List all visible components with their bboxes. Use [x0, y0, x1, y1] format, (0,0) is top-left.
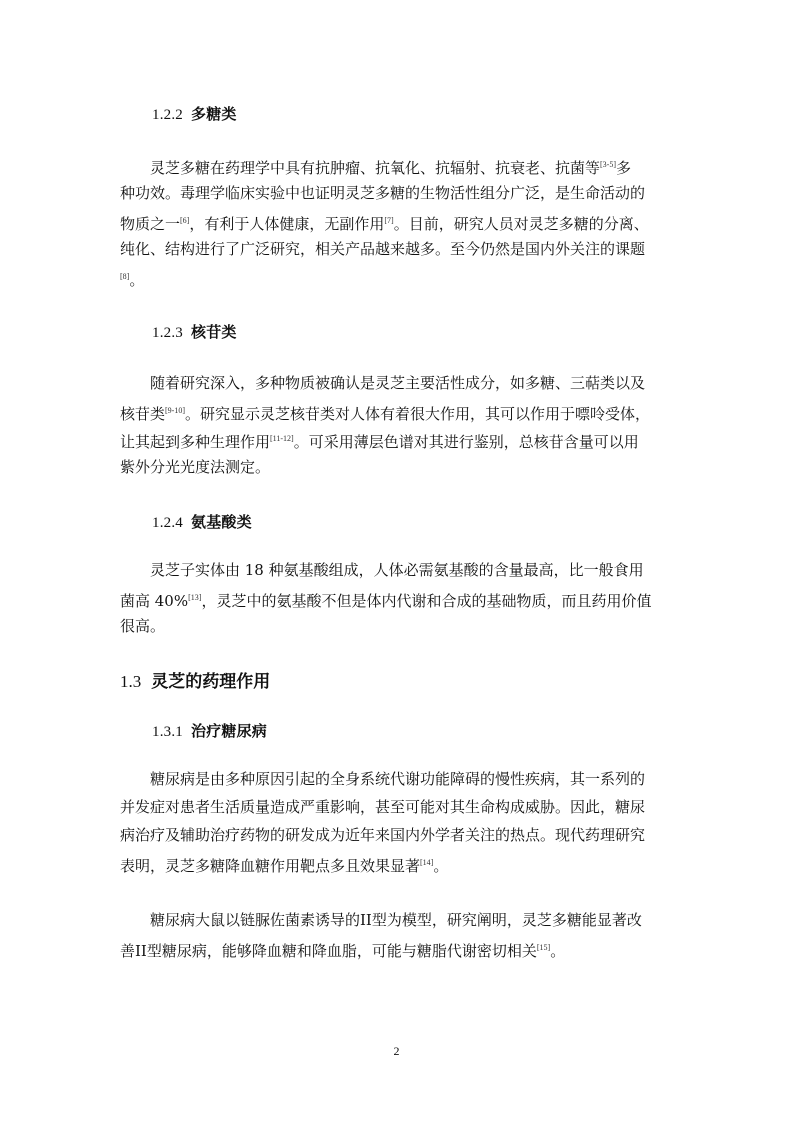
section-number: 1.2.2: [152, 107, 183, 123]
citation: [14]: [420, 858, 434, 867]
text-line: [120, 397, 675, 425]
section-heading-1-2-3: [152, 321, 237, 342]
text-line: [120, 584, 675, 612]
text-run: 。: [129, 271, 145, 289]
section-number: 1.2.3: [152, 325, 183, 341]
text-run: ，有利于人体健康，无副作用: [189, 215, 385, 233]
citation: [13]: [188, 593, 202, 602]
text-line: 灵芝子实体由 18 种氨基酸组成，人体必需氨基酸的含量最高，比一般食用: [150, 561, 644, 579]
text-line: 糖尿病大鼠以链脲佐菌素诱导的II型为模型，研究阐明，灵芝多糖能显著改: [150, 911, 642, 929]
text-run: 菌高 40%: [120, 592, 189, 610]
section-title: 多糖类: [191, 105, 237, 123]
text-run: 灵芝多糖在药理学中具有抗肿瘤、抗氧化、抗辐射、抗衰老、抗菌等: [150, 159, 601, 177]
section-heading-1-2-4: [152, 511, 252, 532]
text-line: [120, 425, 675, 453]
text-line: [120, 151, 675, 179]
text-run: 表明，灵芝多糖降血糖作用靶点多且效果显著: [120, 857, 421, 875]
citation: [11-12]: [270, 434, 294, 443]
text-line: 很高。: [120, 617, 166, 635]
text-line: 病治疗及辅助治疗药物的研发成为近年来国内外学者关注的热点。现代药理研究: [120, 826, 646, 844]
paragraph-amino-acids: [120, 556, 675, 640]
section-number: 1.3: [120, 672, 142, 691]
citation: [6]: [180, 216, 190, 225]
page-number: 2: [393, 1044, 400, 1058]
text-line: 并发症对患者生活质量造成严重影响，甚至可能对其生命构成威胁。因此，糖尿: [120, 798, 646, 816]
text-line: 种功效。毒理学临床实验中也证明灵芝多糖的生物活性组分广泛，是生命活动的: [120, 184, 646, 202]
section-title: 核苷类: [191, 323, 237, 341]
paragraph-polysaccharides: [120, 151, 675, 291]
text-run: ，灵芝中的氨基酸不但是体内代谢和合成的基础物质，而且药用价值: [201, 592, 652, 610]
citation: [8]: [120, 272, 130, 281]
paragraph-diabetes-1: [120, 765, 675, 877]
text-run: 。: [433, 857, 449, 875]
section-title: 治疗糖尿病: [191, 722, 268, 740]
section-number: 1.3.1: [152, 724, 183, 740]
section-heading-1-3: [120, 667, 270, 692]
section-title: 灵芝的药理作用: [151, 672, 271, 692]
section-heading-1-2-2: [152, 103, 237, 124]
text-run: 。研究显示灵芝核苷类对人体有着很大作用，其可以作用于嘌呤受体，: [185, 405, 651, 423]
text-run: 物质之一: [120, 215, 181, 233]
text-run: 让其起到多种生理作用: [120, 433, 271, 451]
text-run: 核苷类: [120, 405, 166, 423]
text-run: 多: [616, 159, 632, 177]
text-run: 善II型糖尿病，能够降血糖和降血脂，可能与糖脂代谢密切相关: [120, 942, 537, 960]
section-number: 1.2.4: [152, 515, 183, 531]
section-title: 氨基酸类: [191, 513, 252, 531]
text-line: [120, 849, 675, 877]
text-line: [120, 934, 675, 962]
text-line: 纯化、结构进行了广泛研究，相关产品越来越多。至今仍然是国内外关注的课题: [120, 240, 646, 258]
text-line: 随着研究深入，多种物质被确认是灵芝主要活性成分，如多糖、三萜类以及: [150, 374, 646, 392]
text-run: 。目前，研究人员对灵芝多糖的分离、: [393, 215, 649, 233]
citation: [3-5]: [600, 160, 617, 169]
section-heading-1-3-1: [152, 720, 267, 741]
text-line: [120, 207, 675, 235]
text-line: 紫外分光光度法测定。: [120, 458, 271, 476]
citation: [15]: [536, 943, 551, 952]
paragraph-diabetes-2: [120, 906, 675, 962]
text-line: 糖尿病是由多种原因引起的全身系统代谢功能障碍的慢性疾病，其一系列的: [150, 770, 646, 788]
citation: [9-10]: [165, 406, 186, 415]
text-run: 。可采用薄层色谱对其进行鉴别，总核苷含量可以用: [293, 433, 639, 451]
text-line: [120, 263, 675, 291]
text-run: 。: [550, 942, 566, 960]
paragraph-nucleosides: [120, 369, 675, 481]
citation: [7]: [384, 216, 394, 225]
